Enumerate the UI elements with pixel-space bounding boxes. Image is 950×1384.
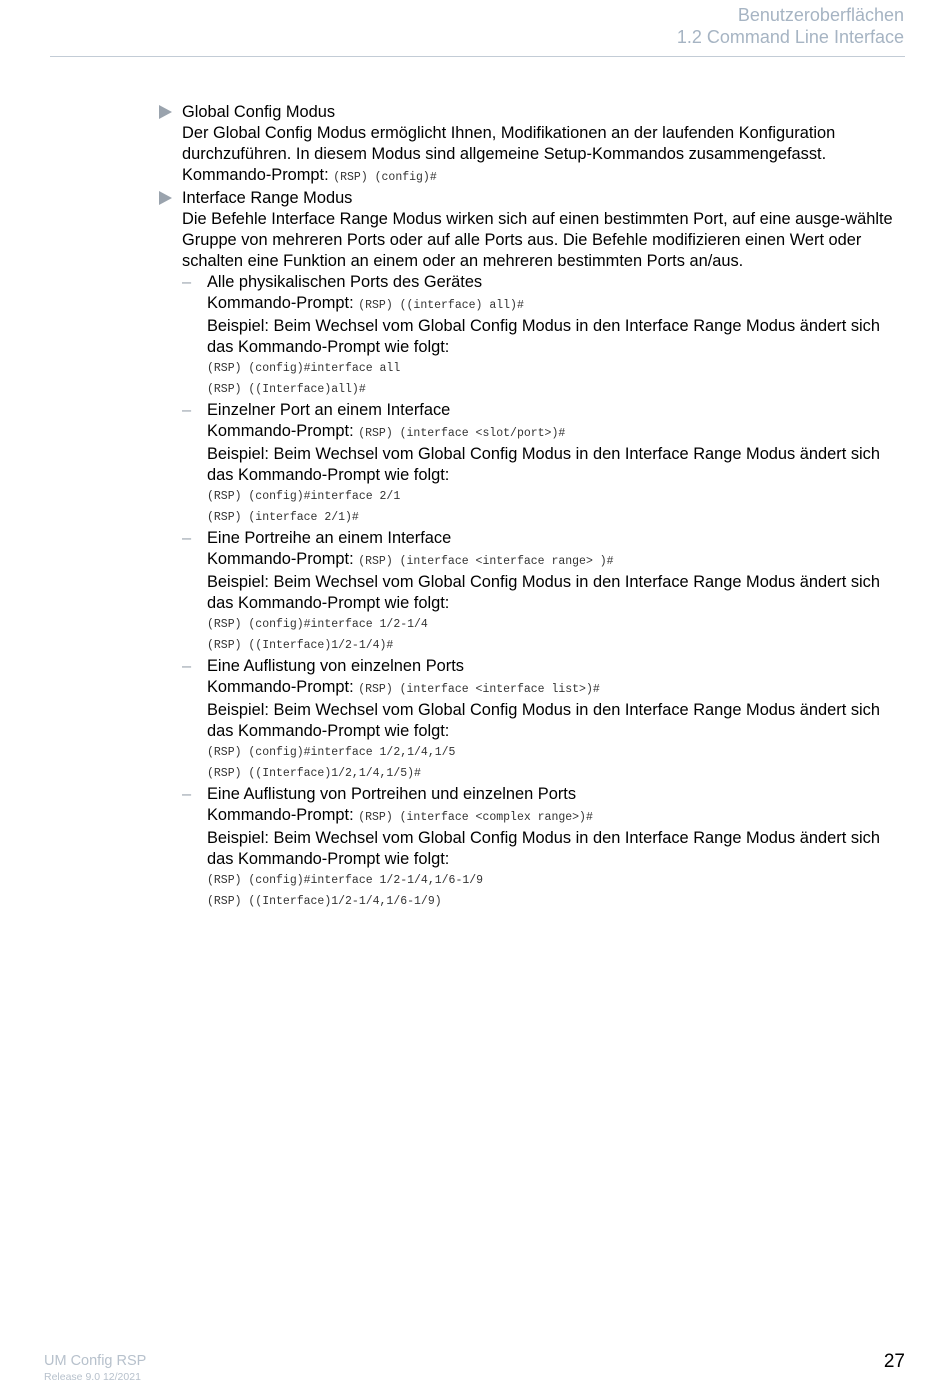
code-line: (RSP) ((Interface)1/2-1/4)# [207, 638, 394, 652]
item-description: Die Befehle Interface Range Modus wirken sich auf einen bestimmten Port, auf eine ausge-wählte Gruppe von mehreren Ports oder auf alle Ports aus. Die Befehle modifizieren einen Wert oder schalten eine Funktion an einem oder an mehreren bestimmten Ports an/aus. [182, 210, 893, 270]
item-prompt [182, 165, 909, 188]
sub-item-prompt [207, 677, 909, 700]
page-number: 27 [883, 1351, 905, 1372]
code-line: (RSP) ((Interface)all)# [207, 382, 366, 396]
prompt-code: (RSP) (interface <interface list>)# [358, 683, 600, 696]
prompt-label: Kommando-Prompt: [182, 166, 334, 184]
prompt-code: (RSP) (interface <slot/port>)# [358, 427, 566, 440]
item-title: Global Config Modus [182, 103, 336, 121]
sub-item-example: Beispiel: Beim Wechsel vom Global Config Modus in den Interface Range Modus ändert sich das Kommando-Prompt wie folgt: [207, 829, 880, 868]
prompt-label: Kommando-Prompt: [207, 806, 359, 824]
code-line: (RSP) (config)#interface 1/2-1/4,1/6-1/9 [207, 874, 484, 887]
sub-item-port-list [182, 656, 909, 784]
code-block [207, 743, 909, 784]
footer-doc-title: UM Config RSP [44, 1353, 147, 1369]
sub-item-prompt [207, 549, 909, 572]
sub-item-title: Eine Auflistung von Portreihen und einzelnen Ports [207, 785, 577, 803]
code-block [207, 871, 909, 912]
sub-item-example: Beispiel: Beim Wechsel vom Global Config Modus in den Interface Range Modus ändert sich das Kommando-Prompt wie folgt: [207, 445, 880, 484]
list-item-interface-range [159, 188, 909, 272]
prompt-code: (RSP) (interface <interface range> )# [358, 555, 614, 568]
sub-item-title: Einzelner Port an einem Interface [207, 401, 451, 419]
prompt-code: (RSP) (config)# [333, 171, 437, 184]
dash-bullet-icon: – [182, 273, 192, 291]
sub-item-prompt [207, 421, 909, 444]
code-line: (RSP) (interface 2/1)# [207, 510, 359, 524]
dash-bullet-icon: – [182, 785, 192, 803]
header-divider [50, 56, 905, 57]
header-chapter: Benutzeroberflächen [737, 5, 904, 25]
prompt-label: Kommando-Prompt: [207, 550, 359, 568]
code-line: (RSP) ((Interface)1/2-1/4,1/6-1/9) [207, 894, 442, 908]
prompt-label: Kommando-Prompt: [207, 678, 359, 696]
sub-item-title: Eine Auflistung von einzelnen Ports [207, 657, 464, 675]
sub-item-example: Beispiel: Beim Wechsel vom Global Config Modus in den Interface Range Modus ändert sich das Kommando-Prompt wie folgt: [207, 573, 880, 612]
sub-item-title: Alle physikalischen Ports des Gerätes [207, 273, 483, 291]
code-line: (RSP) (config)#interface all [207, 362, 401, 375]
list-item-global-config [159, 102, 909, 188]
header-section: 1.2 Command Line Interface [676, 27, 904, 47]
page-content [159, 102, 909, 912]
sub-item-port-range [182, 528, 909, 656]
dash-bullet-icon: – [182, 529, 192, 547]
item-description: Der Global Config Modus ermöglicht Ihnen, Modifikationen an der laufenden Konfiguration durchzuführen. In diesem Modus sind allgemeine Setup-Kommandos zusammengefasst. [182, 124, 836, 163]
item-title: Interface Range Modus [182, 189, 353, 207]
sub-item-example: Beispiel: Beim Wechsel vom Global Config Modus in den Interface Range Modus ändert sich das Kommando-Prompt wie folgt: [207, 701, 880, 740]
prompt-label: Kommando-Prompt: [207, 294, 359, 312]
code-block [207, 615, 909, 656]
sub-item-all-ports [182, 272, 909, 400]
prompt-code: (RSP) (interface <complex range>)# [358, 811, 593, 824]
code-line: (RSP) (config)#interface 1/2,1/4,1/5 [207, 746, 456, 759]
code-line: (RSP) (config)#interface 1/2-1/4 [207, 618, 428, 631]
code-line: (RSP) (config)#interface 2/1 [207, 490, 401, 503]
footer-release: Release 9.0 12/2021 [44, 1371, 141, 1383]
sub-item-complex-range [182, 784, 909, 912]
dash-bullet-icon: – [182, 657, 192, 675]
triangle-bullet-icon [159, 191, 172, 205]
sub-item-title: Eine Portreihe an einem Interface [207, 529, 452, 547]
sub-item-prompt [207, 293, 909, 316]
dash-bullet-icon: – [182, 401, 192, 419]
footer-doc-info [44, 1352, 146, 1384]
code-block [207, 487, 909, 528]
code-line: (RSP) ((Interface)1/2,1/4,1/5)# [207, 766, 421, 780]
prompt-code: (RSP) ((interface) all)# [358, 299, 524, 312]
triangle-bullet-icon [159, 105, 172, 119]
sub-item-prompt [207, 805, 909, 828]
prompt-label: Kommando-Prompt: [207, 422, 359, 440]
sub-item-single-port [182, 400, 909, 528]
sub-item-example: Beispiel: Beim Wechsel vom Global Config Modus in den Interface Range Modus ändert sich das Kommando-Prompt wie folgt: [207, 317, 880, 356]
code-block [207, 359, 909, 400]
